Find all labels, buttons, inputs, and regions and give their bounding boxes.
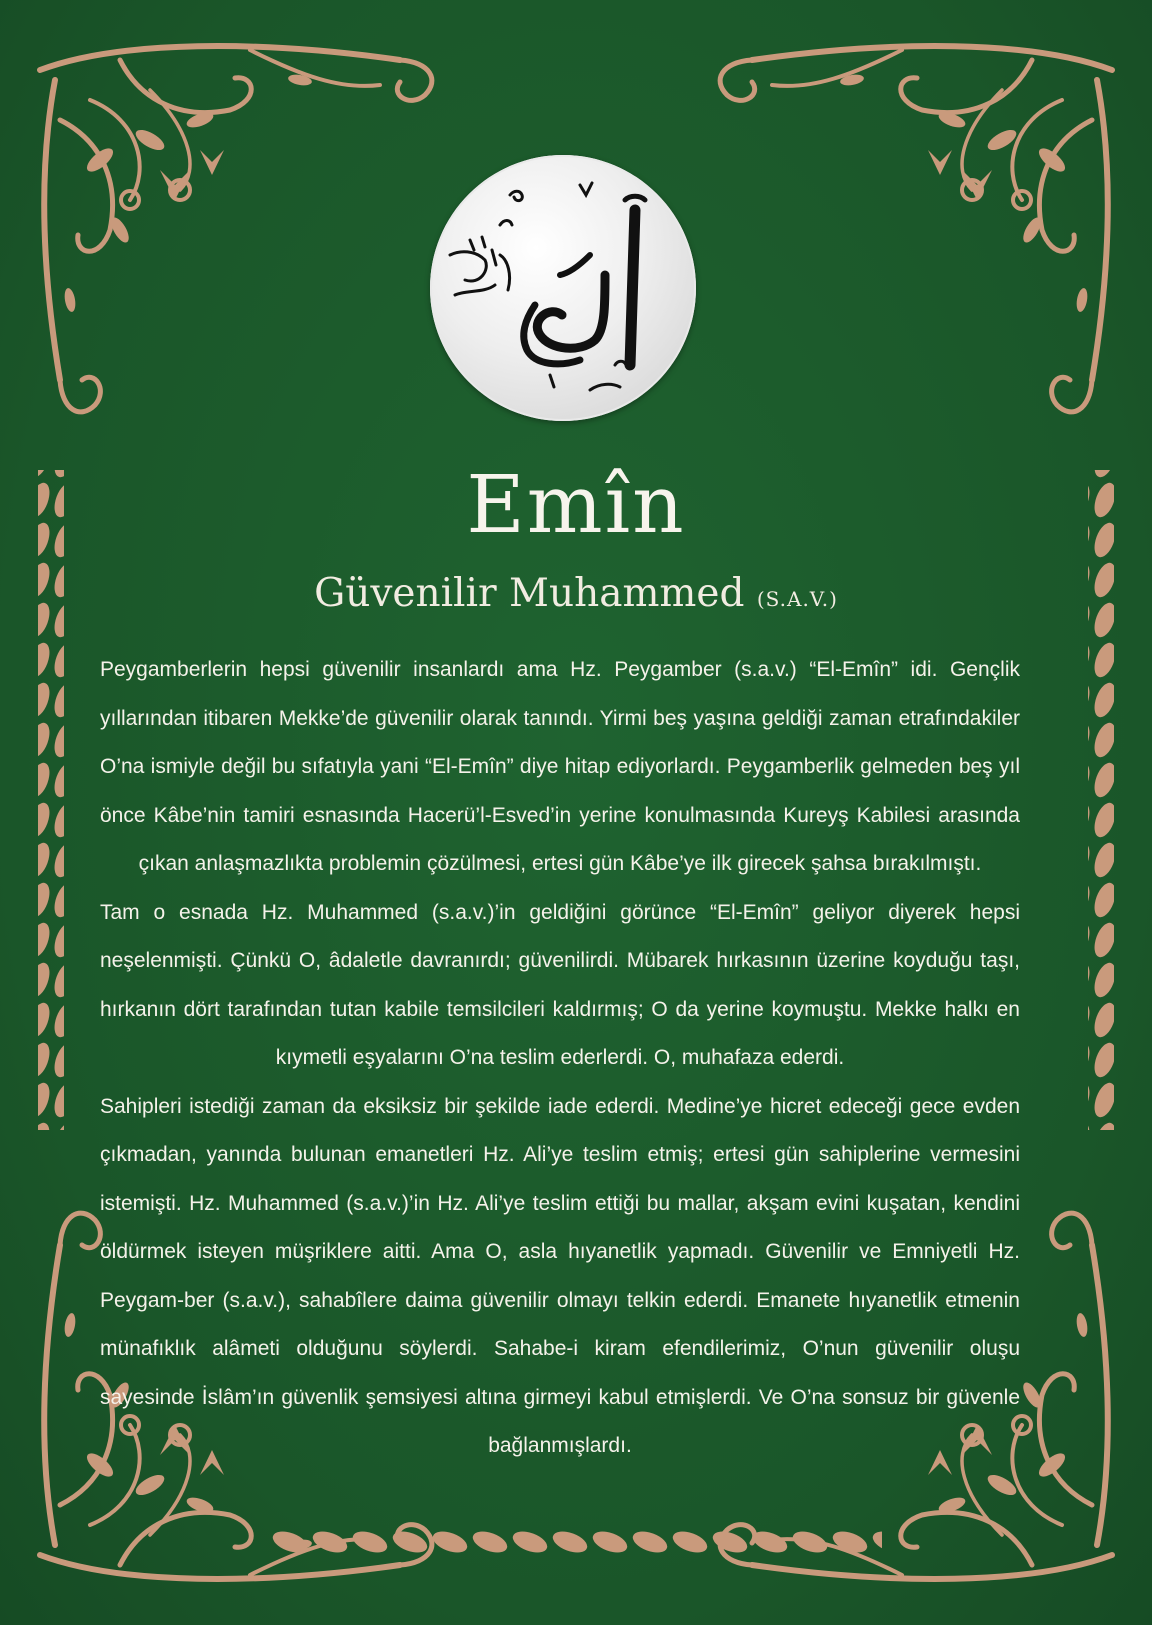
body-text xyxy=(100,646,1020,1471)
ornament-corner-top-right xyxy=(720,46,1112,412)
subtitle-main: Güvenilir Muhammed xyxy=(314,571,745,616)
medallion-calligraphy xyxy=(430,155,696,421)
arabic-calligraphy-amin-icon xyxy=(430,155,696,421)
subtitle-abbr: (S.A.V.) xyxy=(756,587,838,611)
page-subtitle xyxy=(0,564,1152,629)
paragraph-1: Peygamberlerin hepsi güvenilir insanlardı ama Hz. Peygamber (s.a.v.) “El-Emîn” idi. Gençlik yıllarından itibaren Mekke’de güvenilir olarak tanındı. Yirmi beş yaşına geldiği zaman etrafındakiler O’na ismiyle değil bu sıfatıyla yani “El-Emîn” diye hitap ediyorlardı. Peygamberlik gelmeden beş yıl önce Kâbe’nin tamiri esnasında Hacerü’l-Esved’in yerine konulmasında Kureyş Kabilesi arasında çıkan anlaşmazlıkta problemin çözülmesi, ertesi gün Kâbe’ye ilk girecek şahsa bırakılmıştı. xyxy=(100,658,1020,875)
paragraph-2: Tam o esnada Hz. Muhammed (s.a.v.)’in geldiğini görünce “El-Emîn” geliyor diyerek hepsi neşelenmişti. Çünkü O, âdaletle davranırdı; güvenilirdi. Mübarek hırkasının üzerine koyduğu taşı, hırkanın dört tarafından tutan kabile temsilcileri kaldırmış; O da yerine koymuştu. Mekke halkı en kıymetli eşyalarını O’na teslim ederlerdi. O, muhafaza ederdi. xyxy=(100,900,1020,1069)
page-title: Emîn xyxy=(466,458,686,551)
ornament-corner-top-left xyxy=(40,46,432,412)
paragraph-3: Sahipleri istediği zaman da eksiksiz bir şekilde iade ederdi. Medine’ye hicret edeceği gece evden çıkmadan, yanında bulunan emanetleri Hz. Ali’ye teslim etmiş; ertesi gün sahiplerine vermesini istemişti. Hz. Muhammed (s.a.v.)’in Hz. Ali’ye teslim ettiği bu mallar, akşam evini kuşatan, kendini öldürmek isteyen müşriklere aitti. Ama O, asla hıyanetlik yapmadı. Güvenilir ve Emniyetli Hz. Peygam-ber (s.a.v.), sahabîlere daima güvenilir olmayı telkin ederdi. Emanete hıyanetlik etmenin münafıklık alâmeti olduğunu söylerdi. Sahabe-i kiram efendilerimiz, O’nun güvenilir oluşu sayesinde İslâm’ın güvenlik şemsiyesi altına girmeyi kabul etmişlerdi. Ve O’na sonsuz bir güvenle bağlanmışlardı. xyxy=(100,1094,1020,1457)
rope-border-bottom xyxy=(270,1529,882,1555)
